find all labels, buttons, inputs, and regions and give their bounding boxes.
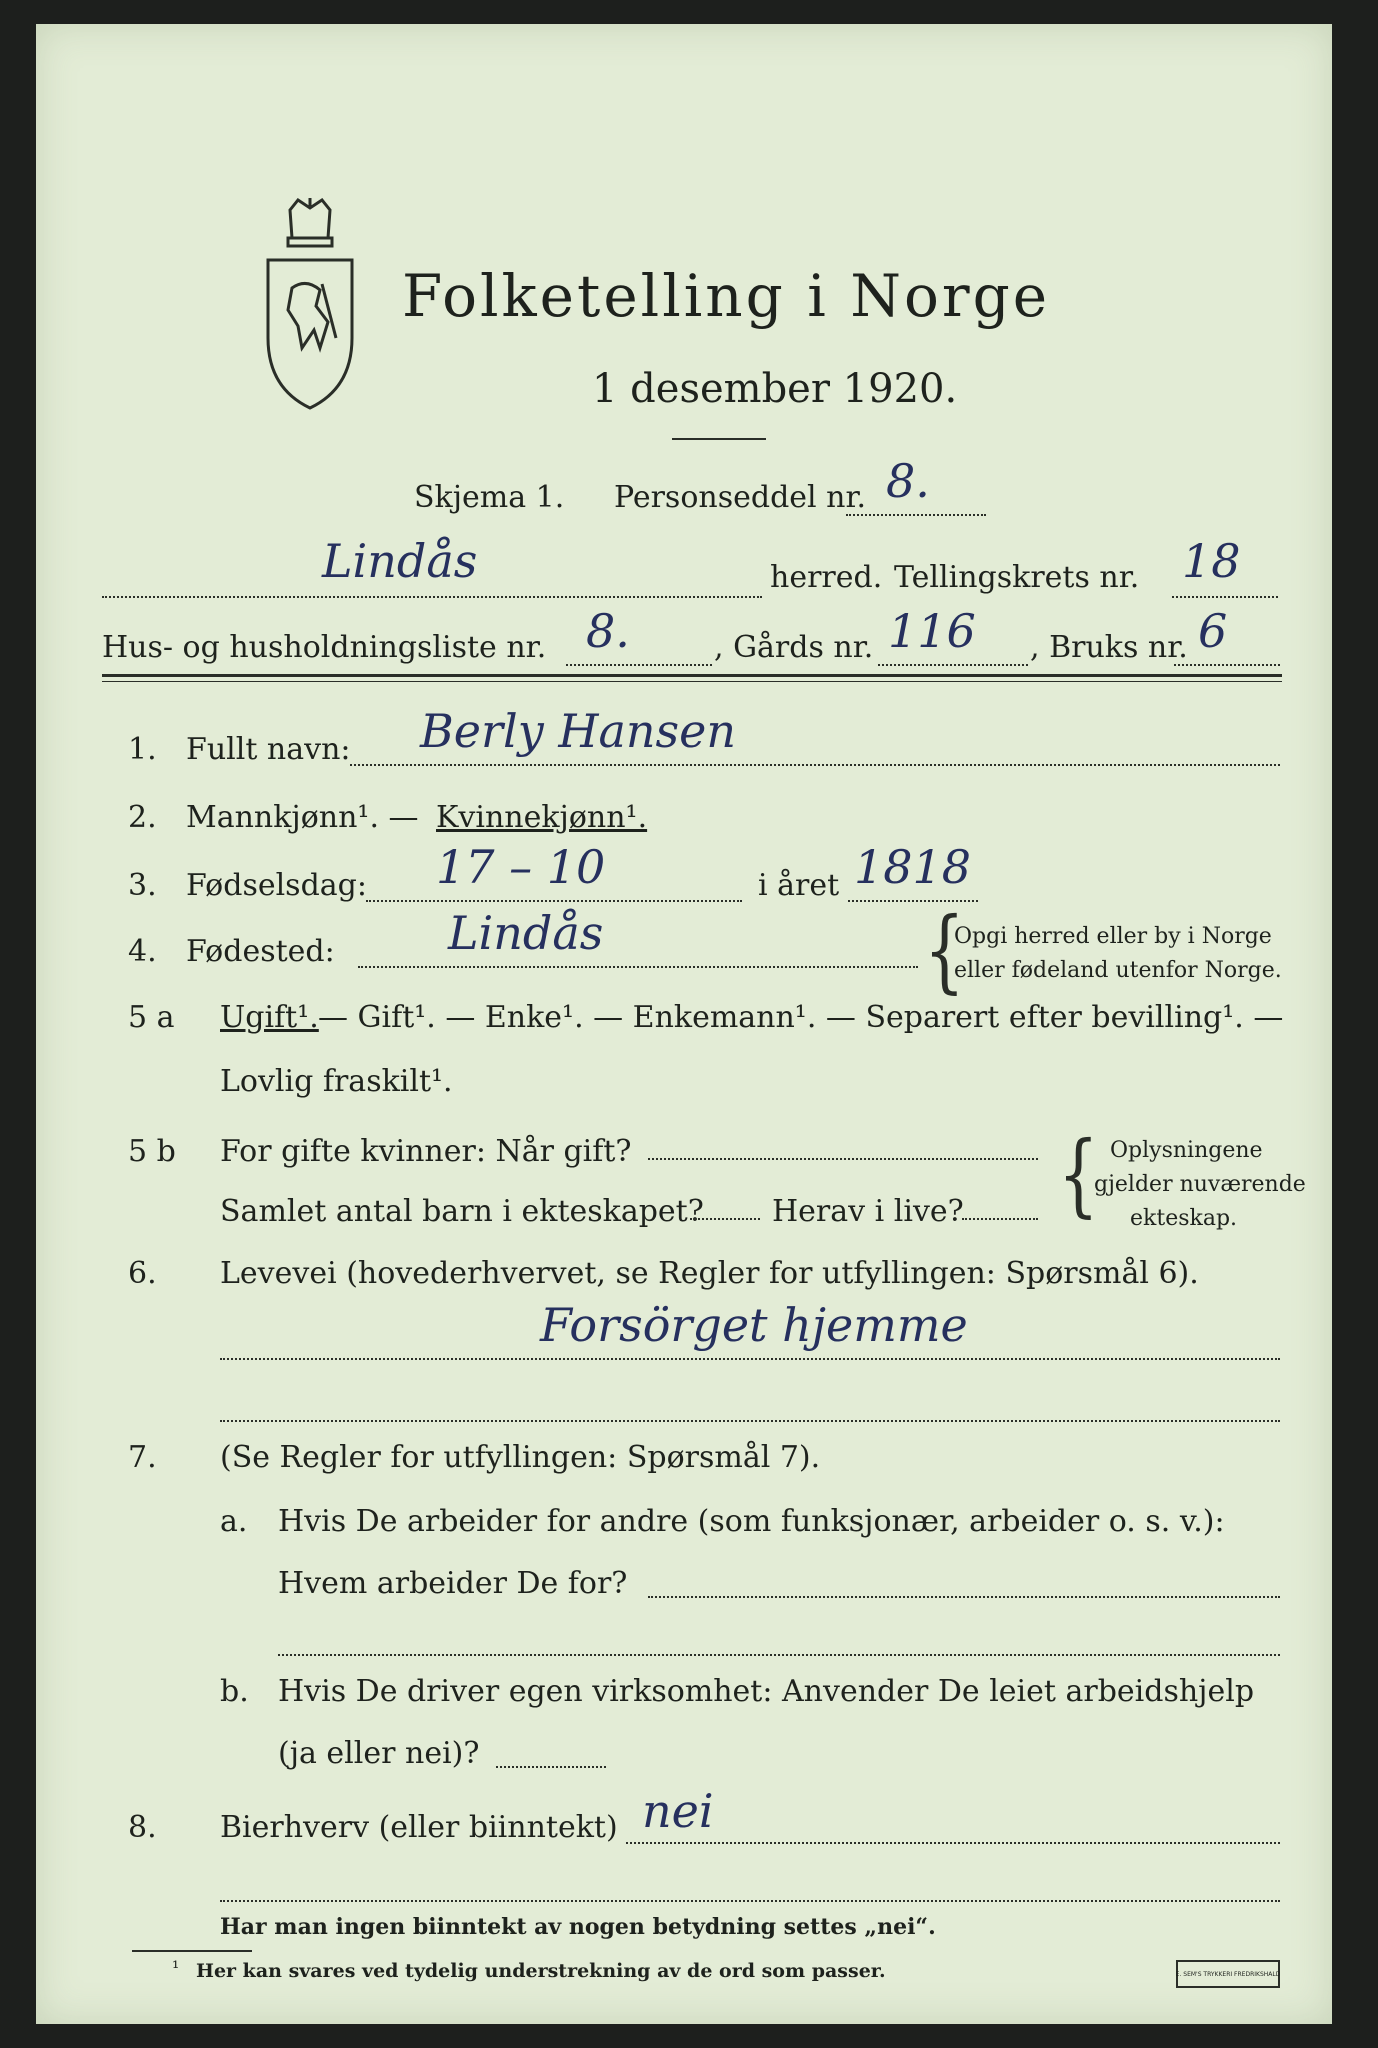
- hired-help-field[interactable]: [496, 1736, 606, 1768]
- q5b-note-line-3: ekteskap.: [1130, 1206, 1238, 1231]
- children-alive-field[interactable]: [962, 1188, 1038, 1220]
- q5b-number: 5 b: [128, 1134, 176, 1169]
- gender-male-option[interactable]: Mannkjønn¹. —: [186, 800, 419, 835]
- tellingskrets-value: 18: [1182, 534, 1241, 588]
- husholdningsliste-value: 8.: [586, 604, 630, 658]
- q7a-letter: a.: [220, 1504, 248, 1539]
- occupation-field-line-2[interactable]: [220, 1390, 1280, 1422]
- occupation-value: Forsörget hjemme: [540, 1298, 968, 1352]
- q6-number: 6.: [128, 1256, 157, 1291]
- q1-number: 1.: [128, 732, 157, 767]
- q5a-number: 5 a: [128, 1000, 175, 1035]
- q1-label: Fullt navn:: [186, 732, 351, 767]
- marital-fraskilt-option[interactable]: Lovlig fraskilt¹.: [220, 1064, 453, 1099]
- employer-field[interactable]: [648, 1566, 1280, 1598]
- q7a-text: Hvis De arbeider for andre (som funksjonær, arbeider o. s. v.):: [278, 1504, 1225, 1539]
- header-separator: [102, 674, 1282, 682]
- herred-value: Lindås: [322, 534, 478, 588]
- q7-number: 7.: [128, 1440, 157, 1475]
- footnote-mark: ¹: [172, 1958, 180, 1979]
- coat-of-arms-icon: [262, 198, 358, 414]
- personseddel-field[interactable]: [846, 454, 986, 516]
- birthplace-value: Lindås: [448, 906, 604, 960]
- bruks-field[interactable]: [1174, 604, 1280, 666]
- q7b-question: (ja eller nei)?: [278, 1736, 480, 1771]
- birth-year-value: 1818: [854, 840, 972, 894]
- bruks-value: 6: [1198, 604, 1228, 658]
- q8-label: Bierhverv (eller biinntekt): [220, 1810, 618, 1845]
- q5b-married-when-label: For gifte kvinner: Når gift?: [220, 1134, 632, 1169]
- side-income-field[interactable]: [626, 1784, 1280, 1844]
- birth-year-field[interactable]: [848, 840, 978, 902]
- q5b-alive-label: Herav i live?: [772, 1194, 964, 1229]
- q5b-note-line-2: gjelder nuværende: [1094, 1172, 1306, 1197]
- q7b-text: Hvis De driver egen virksomhet: Anvender De leiet arbeidshjelp: [278, 1674, 1255, 1709]
- husholdningsliste-label: Hus- og husholdningsliste nr.: [102, 630, 547, 665]
- q3-label: Fødselsdag:: [186, 868, 367, 903]
- q7b-letter: b.: [220, 1674, 249, 1709]
- side-income-value: nei: [642, 1784, 714, 1838]
- census-form-page: [36, 24, 1332, 2024]
- q6-label: Levevei (hovederhvervet, se Regler for utfyllingen: Spørsmål 6).: [220, 1256, 1199, 1291]
- birthday-value: 17 – 10: [436, 840, 606, 894]
- gards-field[interactable]: [878, 604, 1028, 666]
- footnote-divider: [132, 1950, 252, 1952]
- q5b-children-label: Samlet antal barn i ekteskapet?: [220, 1194, 704, 1229]
- personseddel-label: Personseddel nr.: [614, 480, 867, 515]
- tellingskrets-field[interactable]: [1172, 534, 1278, 598]
- marital-status-options[interactable]: — Gift¹. — Enke¹. — Enkemann¹. — Separert efter bevilling¹. —: [318, 1000, 1284, 1035]
- full-name-value: Berly Hansen: [420, 704, 736, 758]
- bruks-label: , Bruks nr.: [1030, 630, 1188, 665]
- form-title: Folketelling i Norge: [402, 262, 1051, 330]
- title-divider: [672, 438, 766, 440]
- employer-field-line-2[interactable]: [278, 1624, 1280, 1656]
- q5b-note-brace: {: [1058, 1124, 1099, 1228]
- q2-number: 2.: [128, 800, 157, 835]
- q4-note-line-2: eller fødeland utenfor Norge.: [954, 958, 1282, 983]
- footer-note: Har man ingen biinntekt av nogen betydning settes „nei“.: [220, 1914, 936, 1940]
- tellingskrets-label: Tellingskrets nr.: [894, 560, 1140, 595]
- herred-field[interactable]: [102, 534, 762, 598]
- q7-label: (Se Regler for utfyllingen: Spørsmål 7).: [220, 1440, 821, 1475]
- husholdningsliste-field[interactable]: [566, 604, 712, 666]
- footnote-text: Her kan svares ved tydelig understrekning av de ord som passer.: [196, 1960, 886, 1982]
- gards-label: , Gårds nr.: [714, 630, 874, 665]
- full-name-field[interactable]: [350, 704, 1280, 766]
- gards-value: 116: [888, 604, 976, 658]
- printer-stamp-text: E. SEM'S TRYKKERI FREDRIKSHALD: [1175, 1970, 1281, 1978]
- children-total-field[interactable]: [690, 1188, 760, 1220]
- q3-number: 3.: [128, 868, 157, 903]
- skjema-label: Skjema 1.: [414, 480, 565, 515]
- married-when-field[interactable]: [648, 1128, 1038, 1160]
- marital-ugift-option[interactable]: Ugift¹.: [220, 1000, 319, 1035]
- gender-female-option[interactable]: Kvinnekjønn¹.: [436, 800, 648, 835]
- birthplace-field[interactable]: [358, 906, 918, 968]
- birthday-field[interactable]: [366, 840, 742, 902]
- q8-number: 8.: [128, 1810, 157, 1845]
- census-date: 1 desember 1920.: [592, 366, 958, 412]
- printer-stamp: [1176, 1960, 1280, 1988]
- q4-label: Fødested:: [186, 934, 335, 969]
- birth-year-label: i året: [758, 868, 840, 903]
- q4-note-brace: {: [924, 900, 965, 1004]
- q4-number: 4.: [128, 934, 157, 969]
- herred-label: herred.: [770, 560, 883, 595]
- side-income-field-line-2[interactable]: [220, 1870, 1280, 1902]
- q5b-note-line-1: Oplysningene: [1110, 1138, 1263, 1163]
- q4-note-line-1: Opgi herred eller by i Norge: [954, 924, 1272, 949]
- q7a-question: Hvem arbeider De for?: [278, 1566, 628, 1601]
- occupation-field[interactable]: [220, 1298, 1280, 1360]
- personseddel-value: 8.: [886, 454, 930, 508]
